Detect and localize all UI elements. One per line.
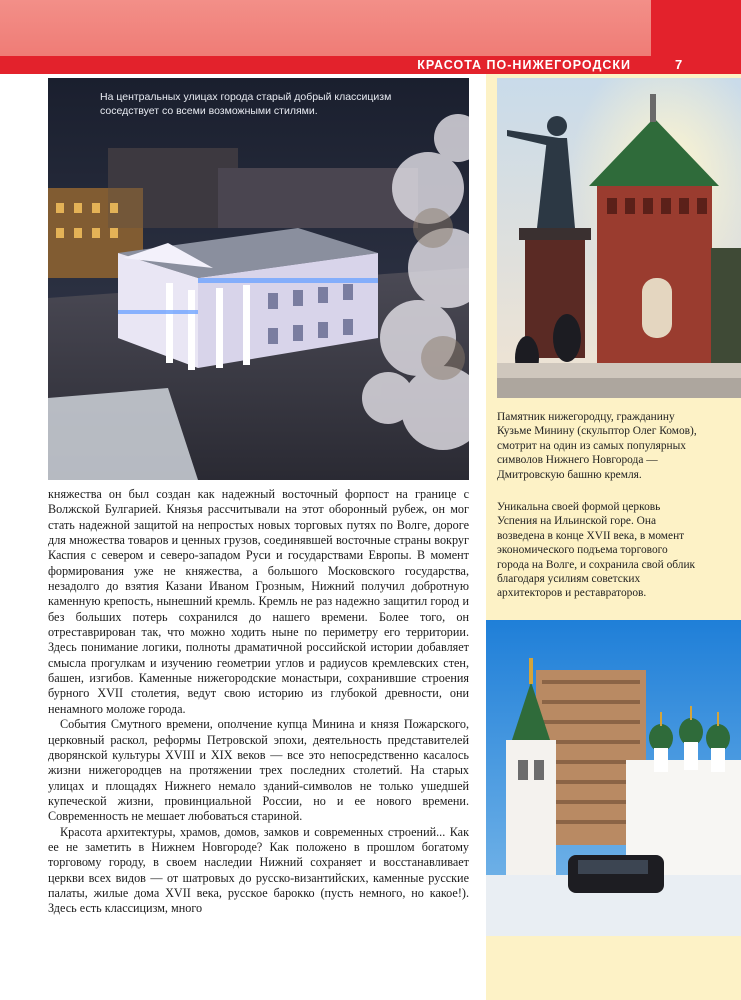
page-number: 7 xyxy=(675,57,683,72)
body-paragraph: княжества он был создан как надежный восточный форпост на границе с Волжской Булгарией. Князья рассчитывали на этот оборонный рубеж, он мог стать надежной защитой на непростых новых торговых путях по Волге, дороге для множества товаров и ценных грузов, соединявшей восточные страны вокруг Каспия с севером и северо-западом Руси и государствами Европы. В момент формирования уже не княжества, а большого Московского государства, незадолго до взятия Казани Иваном Грозным, Нижний получил добротную каменную крепость, нынешний кремль. Кремль не раз надежно защитил город и без больших потерь сохранился до нашего времени. Более того, он отреставрирован так, что можно ходить ныне по периметру его территории. Здесь понимание логики, полноты драматичной российской истории добавляет смысла прогулкам и изучению геометрии углов и радиусов кремлевских стен, башен, изгибов. Каменные нижегородские монастыри, сохранившие строения бурного XVII столетия, ведут свою историю из глубокой древности, они ненамного моложе города. xyxy=(48,487,469,716)
photo-minin-monument xyxy=(497,78,741,398)
minin-caption: Памятник нижегородцу, гражданину Кузьме Минину (скульптор Олег Комов), смотрит на один из самых популярных символов Нижнего Новгорода — Дмитровскую башню кремля. xyxy=(497,411,697,481)
photo-night-square xyxy=(48,78,469,480)
photo-main-caption: На центральных улицах города старый добрый классицизм соседствует со всеми возможными стилями. xyxy=(100,91,392,117)
body-paragraph: События Смутного времени, ополчение купца Минина и князя Пожарского, церковный раскол, реформы Петровской эпохи, деятельность представителей дворянской культуры XVIII и XIX веков — все это непосредственно касалось жизни нижегородцев на протяжении трех последних столетий. На старых улицах и площадях Нижнего немало зданий-символов не только ушедшей купеческой жизни, провинциальной России, но и ее нового времени. Современность не мешает любоваться стариной. xyxy=(48,717,469,824)
photo-uspenie-church xyxy=(486,620,741,936)
article-body xyxy=(48,487,469,917)
header-band xyxy=(0,0,651,56)
church-caption: Уникальна своей формой церковь Успения на Ильинской горе. Она возведена в конце XVII века, в момент экономического подъема торгового города на Волге, и сохранила свой облик благодаря усилиям советских архитекторов и реставраторов. xyxy=(497,501,696,600)
page-number-box xyxy=(651,0,741,74)
section-title: КРАСОТА ПО-НИЖЕГОРОДСКИ xyxy=(417,58,631,72)
body-paragraph: Красота архитектуры, храмов, домов, замков и современных строений... Как ее не заметить в Нижнем Новгороде? Как положено в прошлом богатому торговому городу, в своем наследии Нижний сохраняет и восстанавливает церкви всех видов — от шатровых до русско-византийских, каменные русские палаты, жилые дома XVII века, русское барокко (пусть немного, но какое!). Здесь есть классицизм, много xyxy=(48,824,469,916)
